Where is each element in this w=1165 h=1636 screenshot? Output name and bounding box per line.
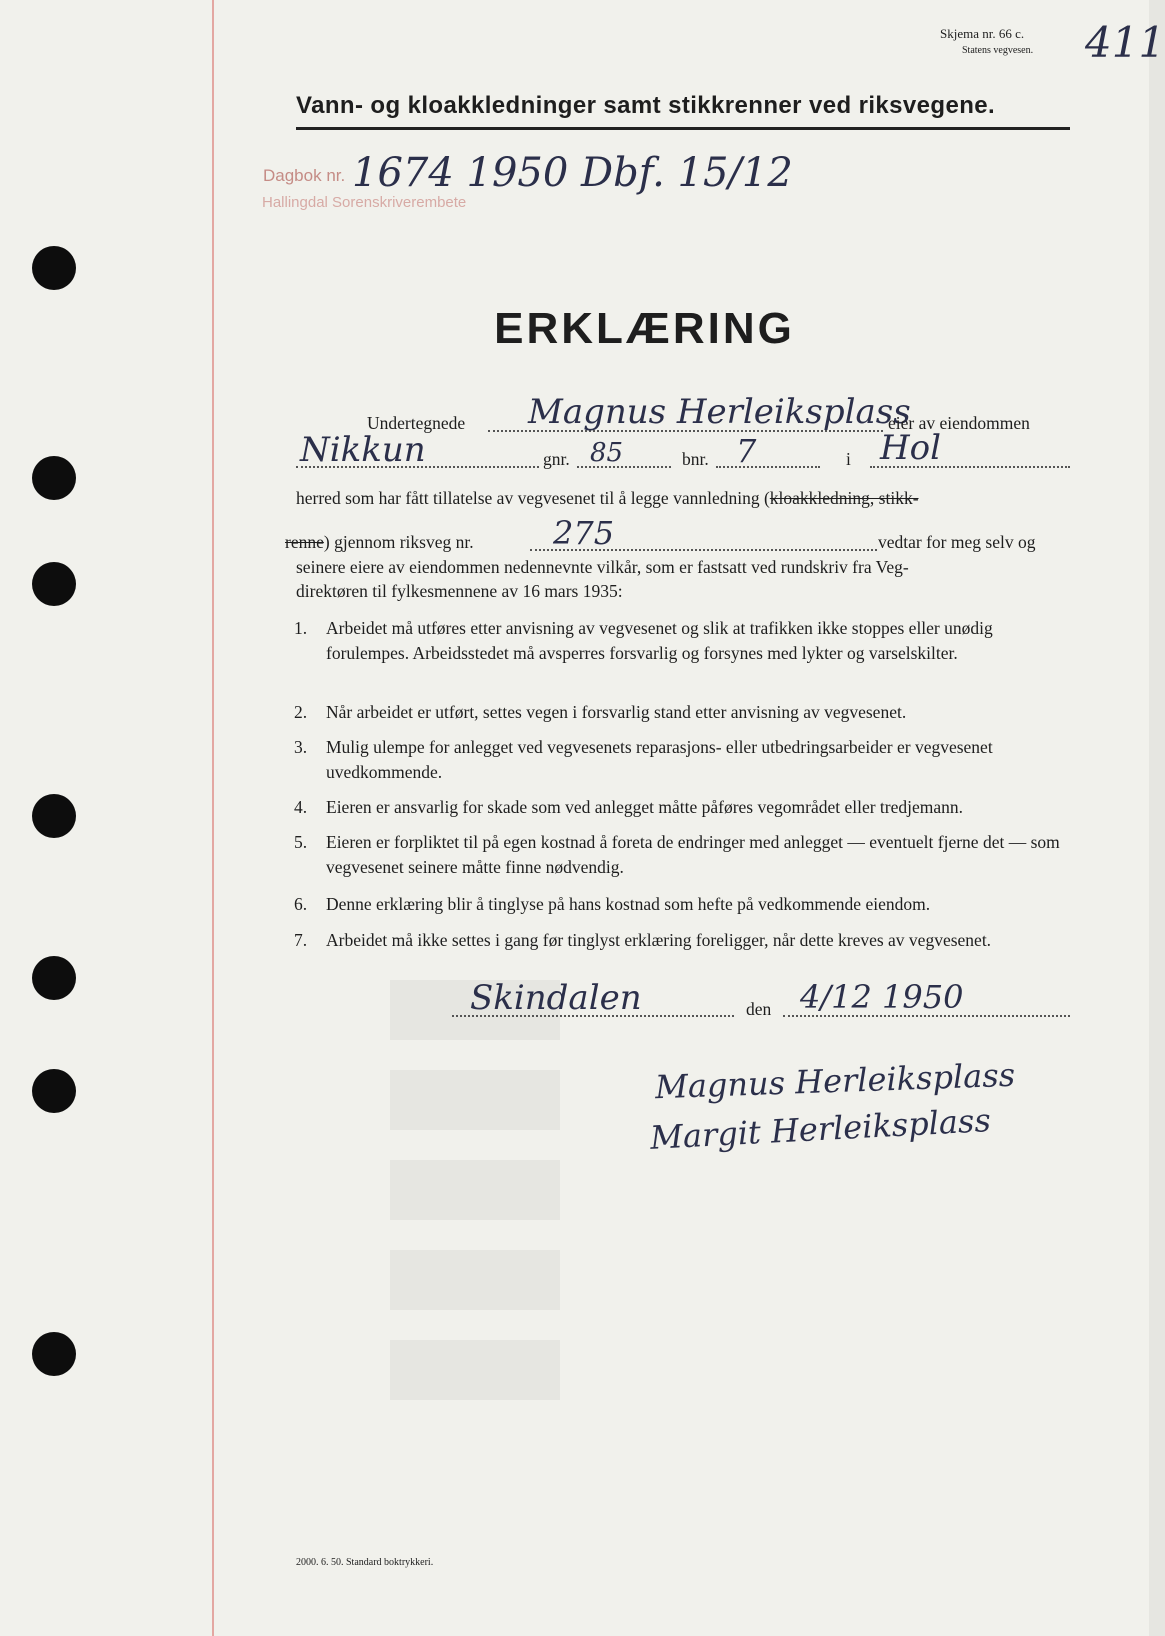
header-rule xyxy=(296,127,1070,130)
margin-rule xyxy=(212,0,214,1636)
binder-hole xyxy=(32,794,76,838)
condition-item: 3. Mulig ulempe for anlegget ved vegvesenets reparasjons- eller utbedringsarbeider er vegvesenet uvedkommende. xyxy=(294,737,993,782)
binder-hole xyxy=(32,1069,76,1113)
body-line: direktøren til fylkesmennene av 16 mars 1935: xyxy=(296,581,623,601)
registry-stamp: Dagbok nr. xyxy=(263,166,346,185)
binder-hole xyxy=(32,246,76,290)
printer-footer: 2000. 6. 50. Standard boktrykkeri. xyxy=(296,1557,434,1568)
in-label: i xyxy=(846,449,851,469)
body-line: herred som har fått tillatelse av vegvesenet til å legge vannledning (kloakkledning, stikk- xyxy=(296,488,919,508)
binder-hole xyxy=(32,456,76,500)
document-title: ERKLÆRING xyxy=(494,304,795,353)
signing-place: Skindalen xyxy=(470,978,642,1018)
body-line: seinere eiere av eiendommen nedennevnte vilkår, som er fastsatt ved rundskriv fra Veg- xyxy=(296,557,909,577)
property-name: Nikkun xyxy=(300,430,426,470)
bnr-value: 7 xyxy=(736,432,757,470)
court-stamp: Hallingdal Sorenskriverembete xyxy=(262,194,467,211)
form-number: Skjema nr. 66 c. xyxy=(940,26,1025,41)
date-label: den xyxy=(746,999,772,1019)
body-line-end: vedtar for meg selv og xyxy=(878,532,1036,552)
municipality: Hol xyxy=(880,428,941,468)
body-line: renne) gjennom riksveg nr. xyxy=(285,532,474,552)
gnr-value: 85 xyxy=(590,438,624,468)
form-issuer: Statens vegvesen. xyxy=(962,45,1034,56)
undersigned-name: Magnus Herleiksplass xyxy=(528,392,911,432)
signing-date: 4/12 1950 xyxy=(800,978,964,1016)
condition-item: 5. Eieren er forpliktet til på egen kostnad å foreta de endringer med anlegget — eventuelt fjerne det — som vegvesenet seinere måtte finne nødvendig. xyxy=(294,832,1060,877)
faded-stamp-impression xyxy=(390,980,560,1400)
binder-hole xyxy=(32,956,76,1000)
form-header: Vann- og kloakkledninger samt stikkrenner ved riksvegene. xyxy=(296,92,996,119)
bnr-label: bnr. xyxy=(682,449,709,469)
signature: Magnus Herleiksplass xyxy=(654,1055,1016,1107)
owner-label: eier av eiendommen xyxy=(888,413,1030,433)
undersigned-label: Undertegnede xyxy=(367,413,466,433)
condition-item: 7. Arbeidet må ikke settes i gang før tinglyst erklæring foreligger, når dette kreves av vegvesenet. xyxy=(294,930,992,950)
condition-item: 6. Denne erklæring blir å tinglyse på hans kostnad som hefte på vedkommende eiendom. xyxy=(294,894,931,914)
registry-number: 1674 1950 Dbf. 15/12 xyxy=(352,150,793,196)
struck-text: kloakkledning, stikk- xyxy=(769,488,919,508)
condition-item: 1. Arbeidet må utføres etter anvisning av vegvesenet og slik at trafikken ikke stoppes eller unødig forulempes. Arbeidsstedet må avsperres forsvarlig og forsynes med lykter og varselskilter. xyxy=(294,618,993,663)
gnr-label: gnr. xyxy=(543,449,570,469)
signature: Margit Herleiksplass xyxy=(649,1101,992,1157)
struck-text: renne xyxy=(285,532,324,552)
road-number: 275 xyxy=(553,514,615,552)
binder-hole xyxy=(32,1332,76,1376)
condition-item: 2. Når arbeidet er utført, settes vegen i forsvarlig stand etter anvisning av vegvesenet. xyxy=(294,702,907,722)
page-number: 411 xyxy=(1085,18,1165,67)
fill-line xyxy=(716,466,820,468)
condition-item: 4. Eieren er ansvarlig for skade som ved anlegget måtte påføres vegområdet eller tredjemann. xyxy=(294,797,964,817)
binder-hole xyxy=(32,562,76,606)
